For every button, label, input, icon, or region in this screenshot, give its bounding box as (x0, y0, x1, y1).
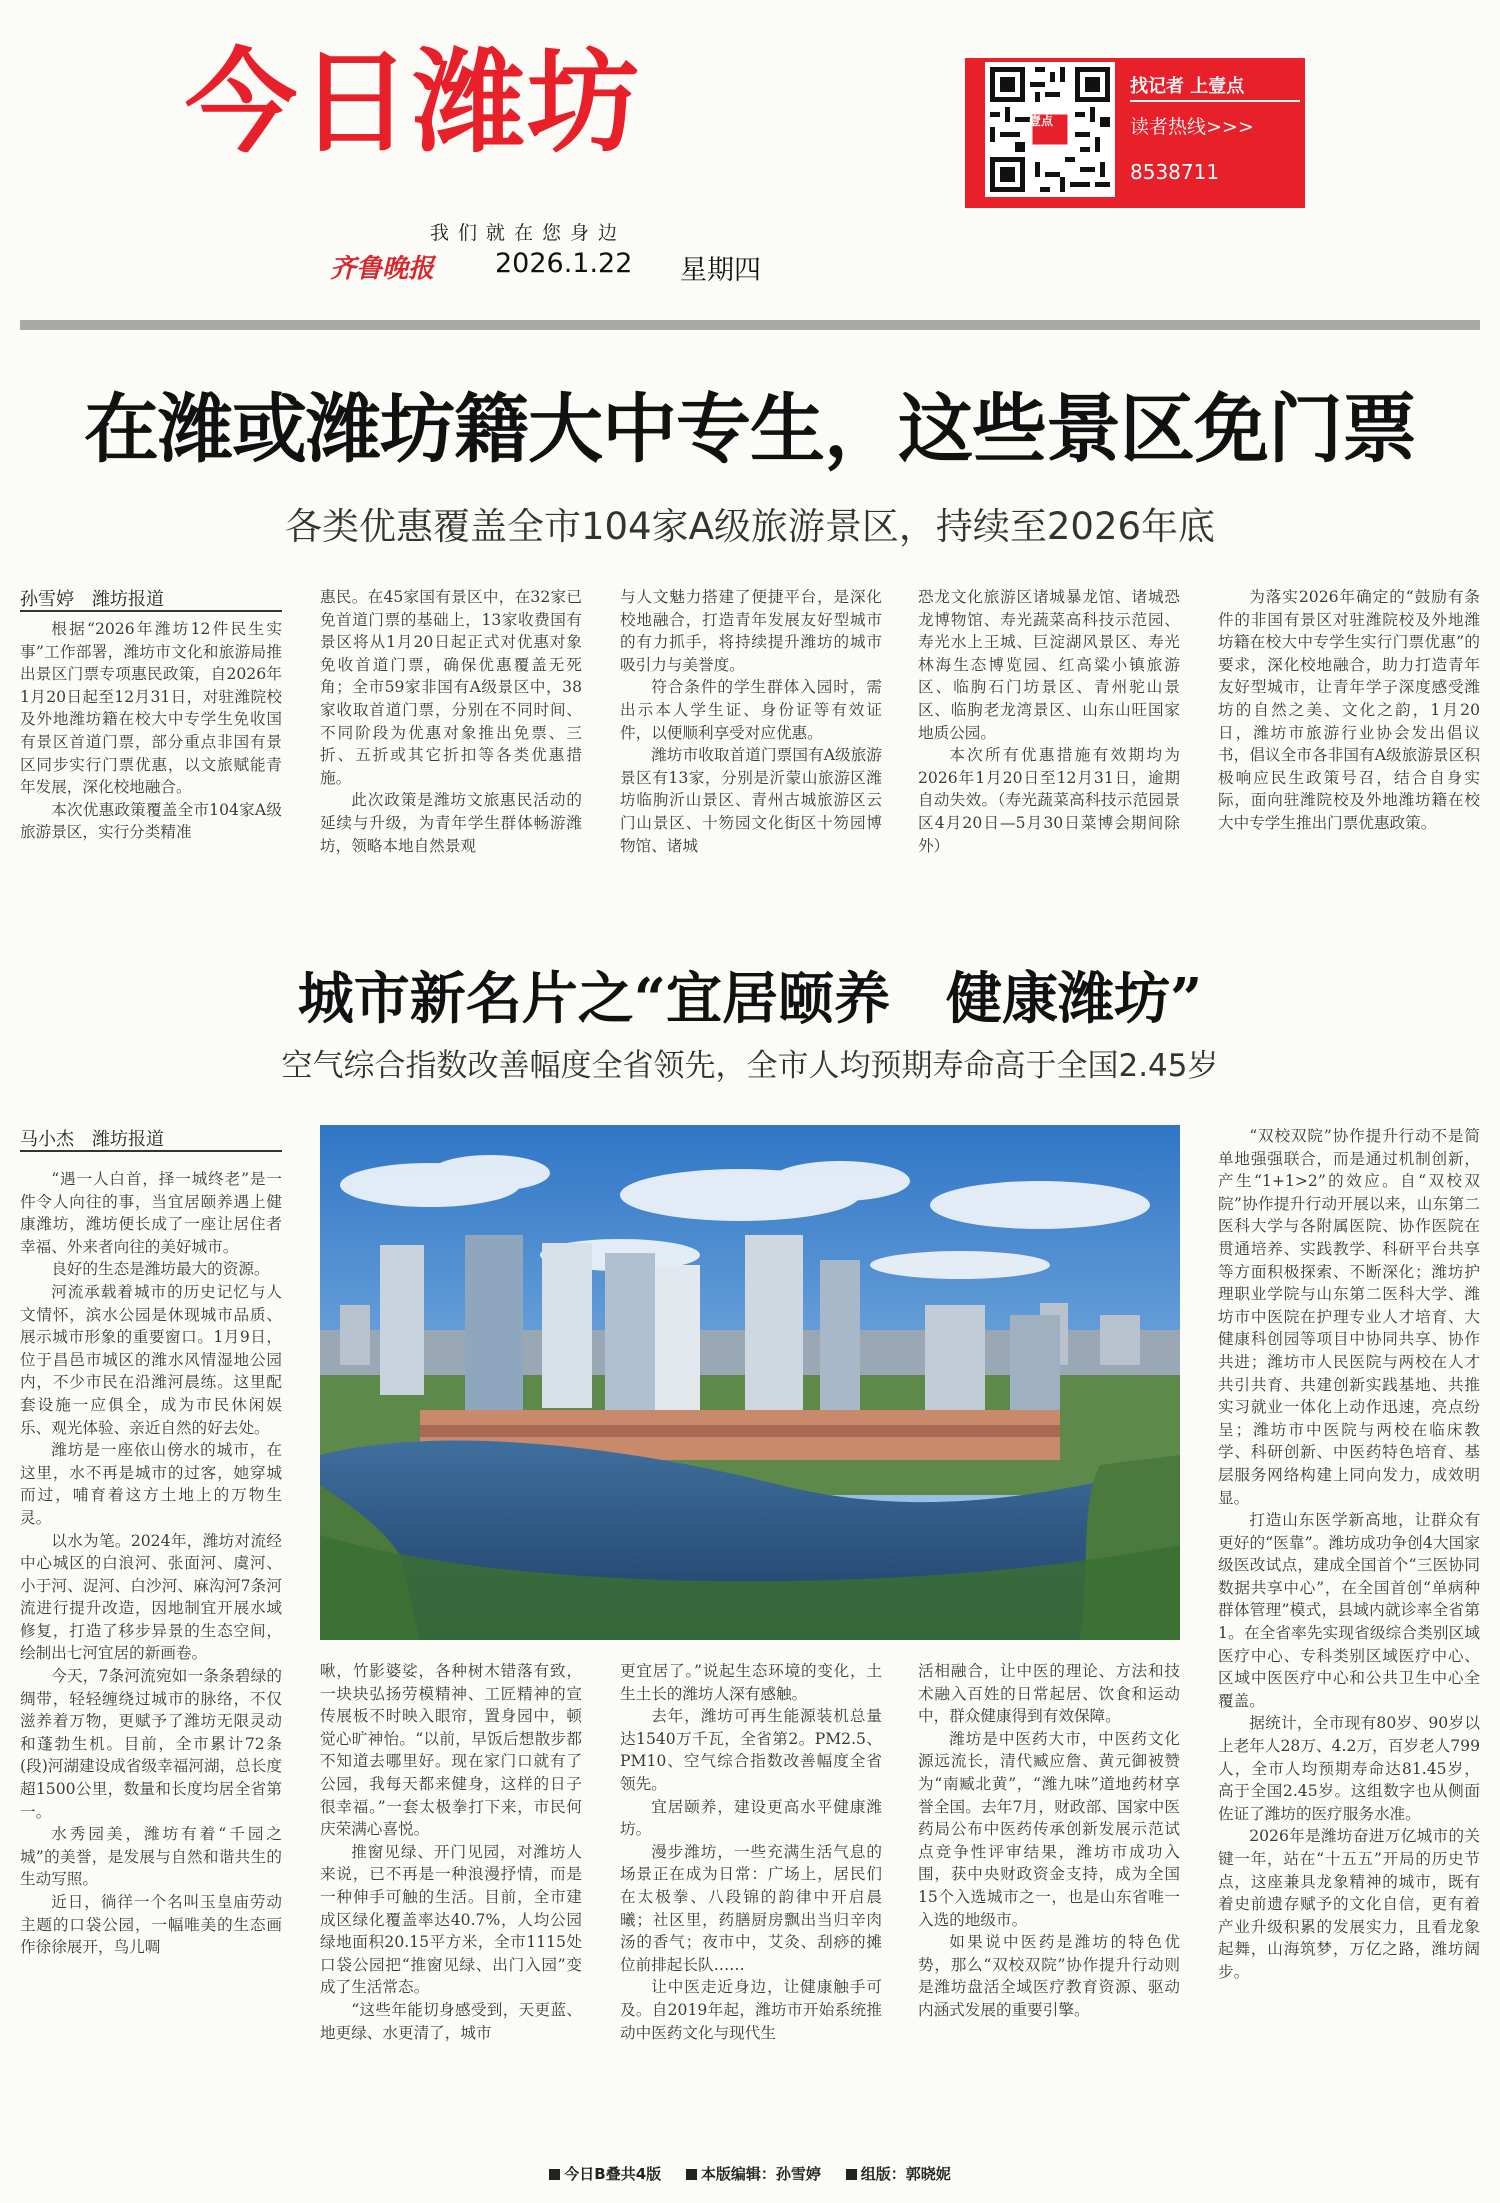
paragraph: 漫步潍坊，一些充满生活气息的场景正在成为日常：广场上，居民们在太极拳、八段锦的韵律中开启晨曦；社区里，药膳厨房飘出当归辛肉汤的香气；夜市中，艾灸、刮痧的摊位前排起长队…… (620, 1842, 882, 1974)
masthead-title: 今日潍坊 (185, 38, 641, 168)
article2-left-column (20, 1168, 282, 1959)
issue-weekday: 星期四 (680, 255, 761, 286)
paragraph: 活相融合，让中医的理论、方法和技术融入百姓的日常起居、饮食和运动中，群众健康得到有效保障。 (918, 1662, 1180, 1726)
paragraph: 根据“2026年潍坊12件民生实事”工作部署，潍坊市文化和旅游局推出景区门票专项惠民政策，自2026年1月20日起至12月31日，对驻潍院校及外地潍坊籍在校大中专学生免收国有景区首道门票，部分重点非国有景区同步实行门票优惠，以文旅赋能青年发展，深化校地融合。 (20, 620, 282, 797)
masthead-slogan: 我们就在您身边 (430, 222, 627, 244)
article2-headline: 城市新名片之“宜居颐养 健康潍坊” (297, 966, 1203, 1032)
article2-byline: 马小杰 潍坊报道 (20, 1129, 164, 1150)
paragraph: 良好的生态是潍坊最大的资源。 (51, 1260, 270, 1279)
article1-headline: 在潍或潍坊籍大中专生，这些景区免门票 (83, 385, 1416, 473)
paragraph: 以水为笔。2024年，潍坊对流经中心城区的白浪河、张面河、虞河、小于河、浞河、白沙河、麻沟河7条河流进行提升改造，因地制宜开展水域修复，打造了移步异景的生态空间，绘制出七河宜居的新画卷。 (20, 1531, 282, 1663)
paragraph: 据统计，全市现有80岁、90岁以上老年人28万、4.2万，百岁老人799人，全市人均预期寿命达81.45岁，高于全国2.45岁。这组数字也从侧面佐证了潍坊的医疗服务水准。 (1218, 1714, 1480, 1823)
paragraph: 让中医走近身边，让健康触手可及。自2019年起，潍坊市开始系统推动中医药文化与现代生 (620, 1978, 882, 2042)
article2-middle-column-2 (620, 1660, 882, 2044)
paragraph: 惠民。在45家国有景区中，在32家已免首道门票的基础上，13家收费国有景区将从1月20日起正式对优惠对象免收首道门票，确保优惠覆盖无死角；全市59家非国有A级景区中，38家收取首道门票，分别在不同时间、不同阶段为优惠对象推出免票、三折、五折或其它折扣等各类优惠措施。 (320, 588, 582, 787)
paragraph: 本次优惠政策覆盖全市104家A级旅游景区，实行分类精准 (20, 800, 282, 842)
paragraph: 恐龙文化旅游区诸城暴龙馆、诸城恐龙博物馆、寿光蔬菜高科技示范园、寿光水上王城、巨淀湖风景区、寿光林海生态博览园、红高粱小镇旅游区、临朐石门坊景区、青州驼山景区、临朐老龙湾景区、山东山旺国家地质公园。 (918, 588, 1180, 742)
paragraph: 潍坊是中医药大市，中医药文化源远流长，清代臧应詹、黄元御被赞为“南臧北黄”，“潍九味”道地药材享誉全国。去年7月，财政部、国家中医药局公布中医药传承创新发展示范试点竞争性评审结果，潍坊市成功入围，获中央财政资金支持，成为全国15个入选城市之一，也是山东省唯一入选的地级市。 (918, 1729, 1180, 1929)
paragraph: 推窗见绿、开门见园，对潍坊人来说，已不再是一种浪漫抒情，而是一种伸手可触的生活。目前，全市建成区绿化覆盖率达40.7%，人均公园绿地面积20.15平方米，全市1115处口袋公园把“推窗见绿、出门入园”变成了生活常态。 (320, 1842, 582, 1997)
article2-middle-column-3 (918, 1660, 1180, 2022)
byline-rule (20, 1150, 282, 1152)
paragraph: 近日，徜徉一个名叫玉皇庙劳动主题的口袋公园，一幅唯美的生态画作徐徐展开，鸟儿啁 (20, 1893, 282, 1957)
footer-editor: 本版编辑：孙雪婷 (686, 2165, 821, 2183)
footer-edition: 今日B叠共4版 (549, 2165, 661, 2183)
paragraph: 本次所有优惠措施有效期均为2026年1月20日至12月31日，逾期自动失效。（寿光蔬菜高科技示范园景区4月20日—5月30日菜博会期间除外） (918, 746, 1180, 855)
qr-code-icon[interactable] (985, 62, 1115, 197)
article1-subheadline: 各类优惠覆盖全市104家A级旅游景区，持续至2026年底 (284, 505, 1216, 548)
paragraph: 啾，竹影婆娑，各种树木错落有致，一块块弘扬劳模精神、工匠精神的宣传展板不时映入眼帘，置身园中，顿觉心旷神怡。“以前，早饭后想散步都不知道去哪里好。现在家门口就有了公园，我每天都来健身，这样的日子很幸福。”一套太极拳打下来，市民何庆荣满心喜悦。 (320, 1662, 582, 1839)
article1-column-1 (20, 618, 282, 844)
byline-rule (20, 610, 282, 612)
paragraph: 更宜居了。”说起生态环境的变化，土生土长的潍坊人深有感触。 (620, 1662, 882, 1703)
hotline-number: 8538711 (1130, 160, 1220, 184)
paragraph: 潍坊是一座依山傍水的城市，在这里，水不再是城市的过客，她穿城而过，哺育着这方土地上的万物生灵。 (20, 1441, 282, 1527)
masthead-rule (20, 320, 1480, 330)
paragraph: “遇一人白首，择一城终老”是一件令人向往的事，当宜居颐养遇上健康潍坊，潍坊便长成了一座让居住者幸福、外来者向往的美好城市。 (20, 1170, 282, 1256)
footer-layout: 组版：郭晓妮 (846, 2165, 951, 2183)
paragraph: 今天，7条河流宛如一条条碧绿的绸带，轻轻缠绕过城市的脉络，不仅滋养着万物，更赋予了潍坊无限灵动和蓬勃生机。目前，全市累计72条(段)河湖建设成省级幸福河湖，总长度超1500公里，数量和长度均居全省第一。 (20, 1667, 282, 1821)
reporter-label: 找记者 上壹点 (1130, 76, 1245, 97)
qr-caption: 壹点 (1029, 114, 1054, 128)
paragraph: 符合条件的学生群体入园时，需出示本人学生证、身份证等有效证件，以便顺利享受对应优惠。 (620, 678, 882, 742)
paragraph: “这些年能切身感受到，天更蓝、地更绿、水更清了，城市 (320, 2000, 582, 2042)
paragraph: 2026年是潍坊奋进万亿城市的关键一年，站在“十五五”开局的历史节点，这座兼具龙象精神的城市，既有着史前遗存赋予的文化自信，更有着产业升级积累的发展实力，且看龙象起舞，山海筑梦，万亿之路，潍坊阔步。 (1218, 1827, 1480, 1981)
hotline-label: 读者热线>>> (1130, 116, 1254, 138)
article1-byline: 孙雪婷 潍坊报道 (20, 589, 164, 610)
paragraph: 水秀园美，潍坊有着“千园之城”的美誉，是发展与自然和谐共生的生动写照。 (20, 1825, 282, 1889)
article1-column-2 (320, 586, 582, 857)
paragraph: 潍坊市收取首道门票国有A级旅游景区有13家，分别是沂蒙山旅游区潍坊临朐沂山景区、青州古城旅游区云门山景区、十笏园文化街区十笏园博物馆、诸城 (620, 746, 882, 855)
page-footer (0, 2163, 1500, 2184)
paragraph: 为落实2026年确定的“鼓励有条件的非国有景区对驻潍院校及外地潍坊籍在校大中专学生实行门票优惠”的要求，深化校地融合，助力打造青年友好型城市，让青年学子深度感受潍坊的自然之美、文化之韵，1月20日，潍坊市旅游行业协会发出倡议书，倡议全市各非国有A级旅游景区积极响应民生政策号召，结合自身实际，面向驻潍院校及外地潍坊籍在校大中专学生推出门票优惠政策。 (1218, 588, 1480, 832)
article2-right-column (1218, 1125, 1480, 1984)
newspaper-brand: 齐鲁晚报 (330, 254, 435, 284)
article1-column-4 (918, 586, 1180, 857)
article2-subheadline: 空气综合指数改善幅度全省领先，全市人均预期寿命高于全国2.45岁 (281, 1048, 1219, 1084)
paragraph: 此次政策是潍坊文旅惠民活动的延续与升级，为青年学生群体畅游潍坊，领略本地自然景观 (320, 791, 582, 855)
article1-column-5 (1218, 586, 1480, 835)
hotline-divider (1130, 100, 1300, 102)
issue-date: 2026.1.22 (495, 248, 633, 279)
paragraph: 与人文魅力搭建了便捷平台，是深化校地融合，打造青年发展友好型城市的有力抓手，将持续提升潍坊的城市吸引力与美誉度。 (620, 588, 882, 674)
paragraph: 如果说中医药是潍坊的特色优势，那么“双校双院”协作提升行动则是潍坊盘活全域医疗教育资源、驱动内涵式发展的重要引擎。 (918, 1933, 1180, 2019)
paragraph: 去年，潍坊可再生能源装机总量达1540万千瓦，全省第2。PM2.5、PM10、空气综合指数改善幅度全省领先。 (620, 1707, 882, 1793)
paragraph: 宜居颐养，建设更高水平健康潍坊。 (620, 1797, 882, 1839)
paragraph: “双校双院”协作提升行动不是简单地强强联合，而是通过机制创新，产生“1+1>2”的效应。自“双校双院”协作提升行动开展以来，山东第二医科大学与各附属医院、协作医院在贯通培养、实践教学、科研平台共享等方面积极探索、不断深化；潍坊护理职业学院与山东第二医科大学、潍坊市中医院在护理专业人才培育、大健康科创园等项目中协同共享、协作共进；潍坊市人民医院与两校在人才共引共育、共建创新实践基地、共推实习就业一体化上动作迅速，亮点纷呈；潍坊市中医院与两校在临床教学、科研创新、中医药特色培育、基层服务网络构建上同向发力，成效明显。 (1218, 1127, 1480, 1507)
paragraph: 打造山东医学新高地，让群众有更好的“医靠”。潍坊成功争创4大国家级医改试点，建成全国首个“三医协同数据共享中心”，在全国首创“单病种群体管理”模式，县域内就诊率全省第1。在全省率先实现省级综合类别区域医疗中心、专科类别区域医疗中心、区域中医医疗中心和公共卫生中心全覆盖。 (1218, 1511, 1480, 1710)
article2-middle-column-1 (320, 1660, 582, 2044)
article1-column-3 (620, 586, 882, 857)
city-aerial-photo (320, 1125, 1180, 1640)
paragraph: 河流承载着城市的历史记忆与人文情怀，滨水公园是休现城市品质、展示城市形象的重要窗口。1月9日，位于昌邑市城区的潍水风情湿地公园内，不少市民在沿潍河晨练。这里配套设施一应俱全，成为市民休闲娱乐、观光体验、亲近自然的好去处。 (20, 1282, 282, 1437)
